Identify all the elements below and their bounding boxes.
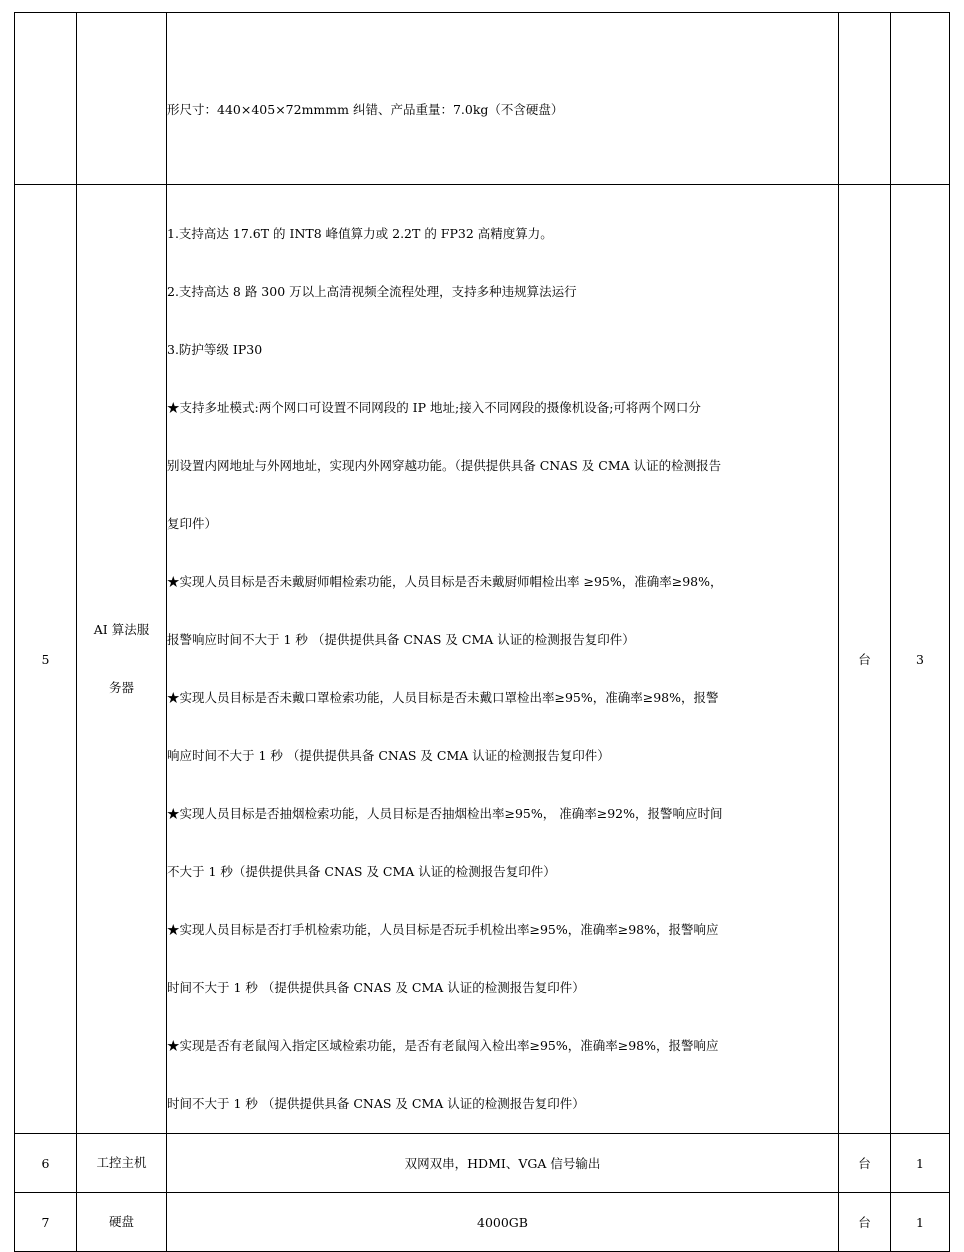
unit-cell: 台	[839, 1193, 891, 1252]
spec-line: 时间不大于 1 秒 （提供提供具备 CNAS 及 CMA 认证的检测报告复印件）	[167, 980, 585, 995]
spec-line: ★实现人员目标是否打手机检索功能，人员目标是否玩手机检出率≥95%，准确率≥98%，报警响应	[167, 922, 719, 937]
spec-description-cell: 双网双串，HDMI、VGA 信号输出	[167, 1134, 839, 1193]
spec-line: 1.支持高达 17.6T 的 INT8 峰值算力或 2.2T 的 FP32 高精度算力。	[167, 226, 553, 241]
row-number-cell: 6	[15, 1134, 77, 1193]
spec-line: 别设置内网地址与外网地址，实现内外网穿越功能。（提供提供具备 CNAS 及 CMA 认证的检测报告	[167, 458, 722, 473]
spec-line: 时间不大于 1 秒 （提供提供具备 CNAS 及 CMA 认证的检测报告复印件）	[167, 1096, 585, 1111]
row-number-cell	[15, 13, 77, 185]
item-name-cell: 硬盘	[77, 1193, 167, 1252]
item-name-line: AI 算法服	[93, 622, 150, 637]
unit-cell: 台	[839, 1134, 891, 1193]
row-number-cell: 7	[15, 1193, 77, 1252]
item-name-cell	[77, 185, 167, 1134]
quantity-cell	[891, 13, 950, 185]
table-row-5	[15, 185, 950, 1134]
spec-line: 3.防护等级 IP30	[167, 342, 263, 357]
spec-line: 不大于 1 秒（提供提供具备 CNAS 及 CMA 认证的检测报告复印件）	[167, 864, 556, 879]
table-row-7	[15, 1193, 950, 1252]
spec-line: ★实现是否有老鼠闯入指定区域检索功能，是否有老鼠闯入检出率≥95%，准确率≥98%，报警响应	[167, 1038, 719, 1053]
quantity-cell: 1	[891, 1193, 950, 1252]
item-name-cell: 工控主机	[77, 1134, 167, 1193]
unit-cell	[839, 13, 891, 185]
spec-line: ★实现人员目标是否抽烟检索功能，人员目标是否抽烟检出率≥95%， 准确率≥92%，报警响应时间	[167, 806, 723, 821]
spec-line: 2.支持高达 8 路 300 万以上高清视频全流程处理，支持多种违规算法运行	[167, 284, 577, 299]
spec-line: 响应时间不大于 1 秒 （提供提供具备 CNAS 及 CMA 认证的检测报告复印件）	[167, 748, 610, 763]
spec-line: ★实现人员目标是否未戴厨师帽检索功能，人员目标是否未戴厨师帽检出率 ≥95%，准确率≥98%，	[167, 574, 723, 589]
spec-line: ★支持多址模式:两个网口可设置不同网段的 IP 地址;接入不同网段的摄像机设备;可将两个网口分	[167, 400, 701, 415]
spec-description-cell	[167, 13, 839, 185]
spec-table	[14, 12, 950, 1252]
row-number-cell: 5	[15, 185, 77, 1134]
spec-description-cell	[167, 185, 839, 1134]
quantity-cell: 3	[891, 185, 950, 1134]
spec-line: 复印件）	[167, 516, 218, 531]
spec-line: ★实现人员目标是否未戴口罩检索功能，人员目标是否未戴口罩检出率≥95%，准确率≥98%，报警	[167, 690, 719, 705]
table-row-6	[15, 1134, 950, 1193]
unit-cell: 台	[839, 185, 891, 1134]
spec-description-cell: 4000GB	[167, 1193, 839, 1252]
item-name-cell	[77, 13, 167, 185]
table-row-continued	[15, 13, 950, 185]
spec-line: 报警响应时间不大于 1 秒 （提供提供具备 CNAS 及 CMA 认证的检测报告复印件）	[167, 632, 635, 647]
item-name-line: 务器	[108, 680, 134, 695]
spec-line: 形尺寸：440×405×72mmmm 纠错、产品重量：7.0kg（不含硬盘）	[167, 101, 564, 117]
quantity-cell: 1	[891, 1134, 950, 1193]
